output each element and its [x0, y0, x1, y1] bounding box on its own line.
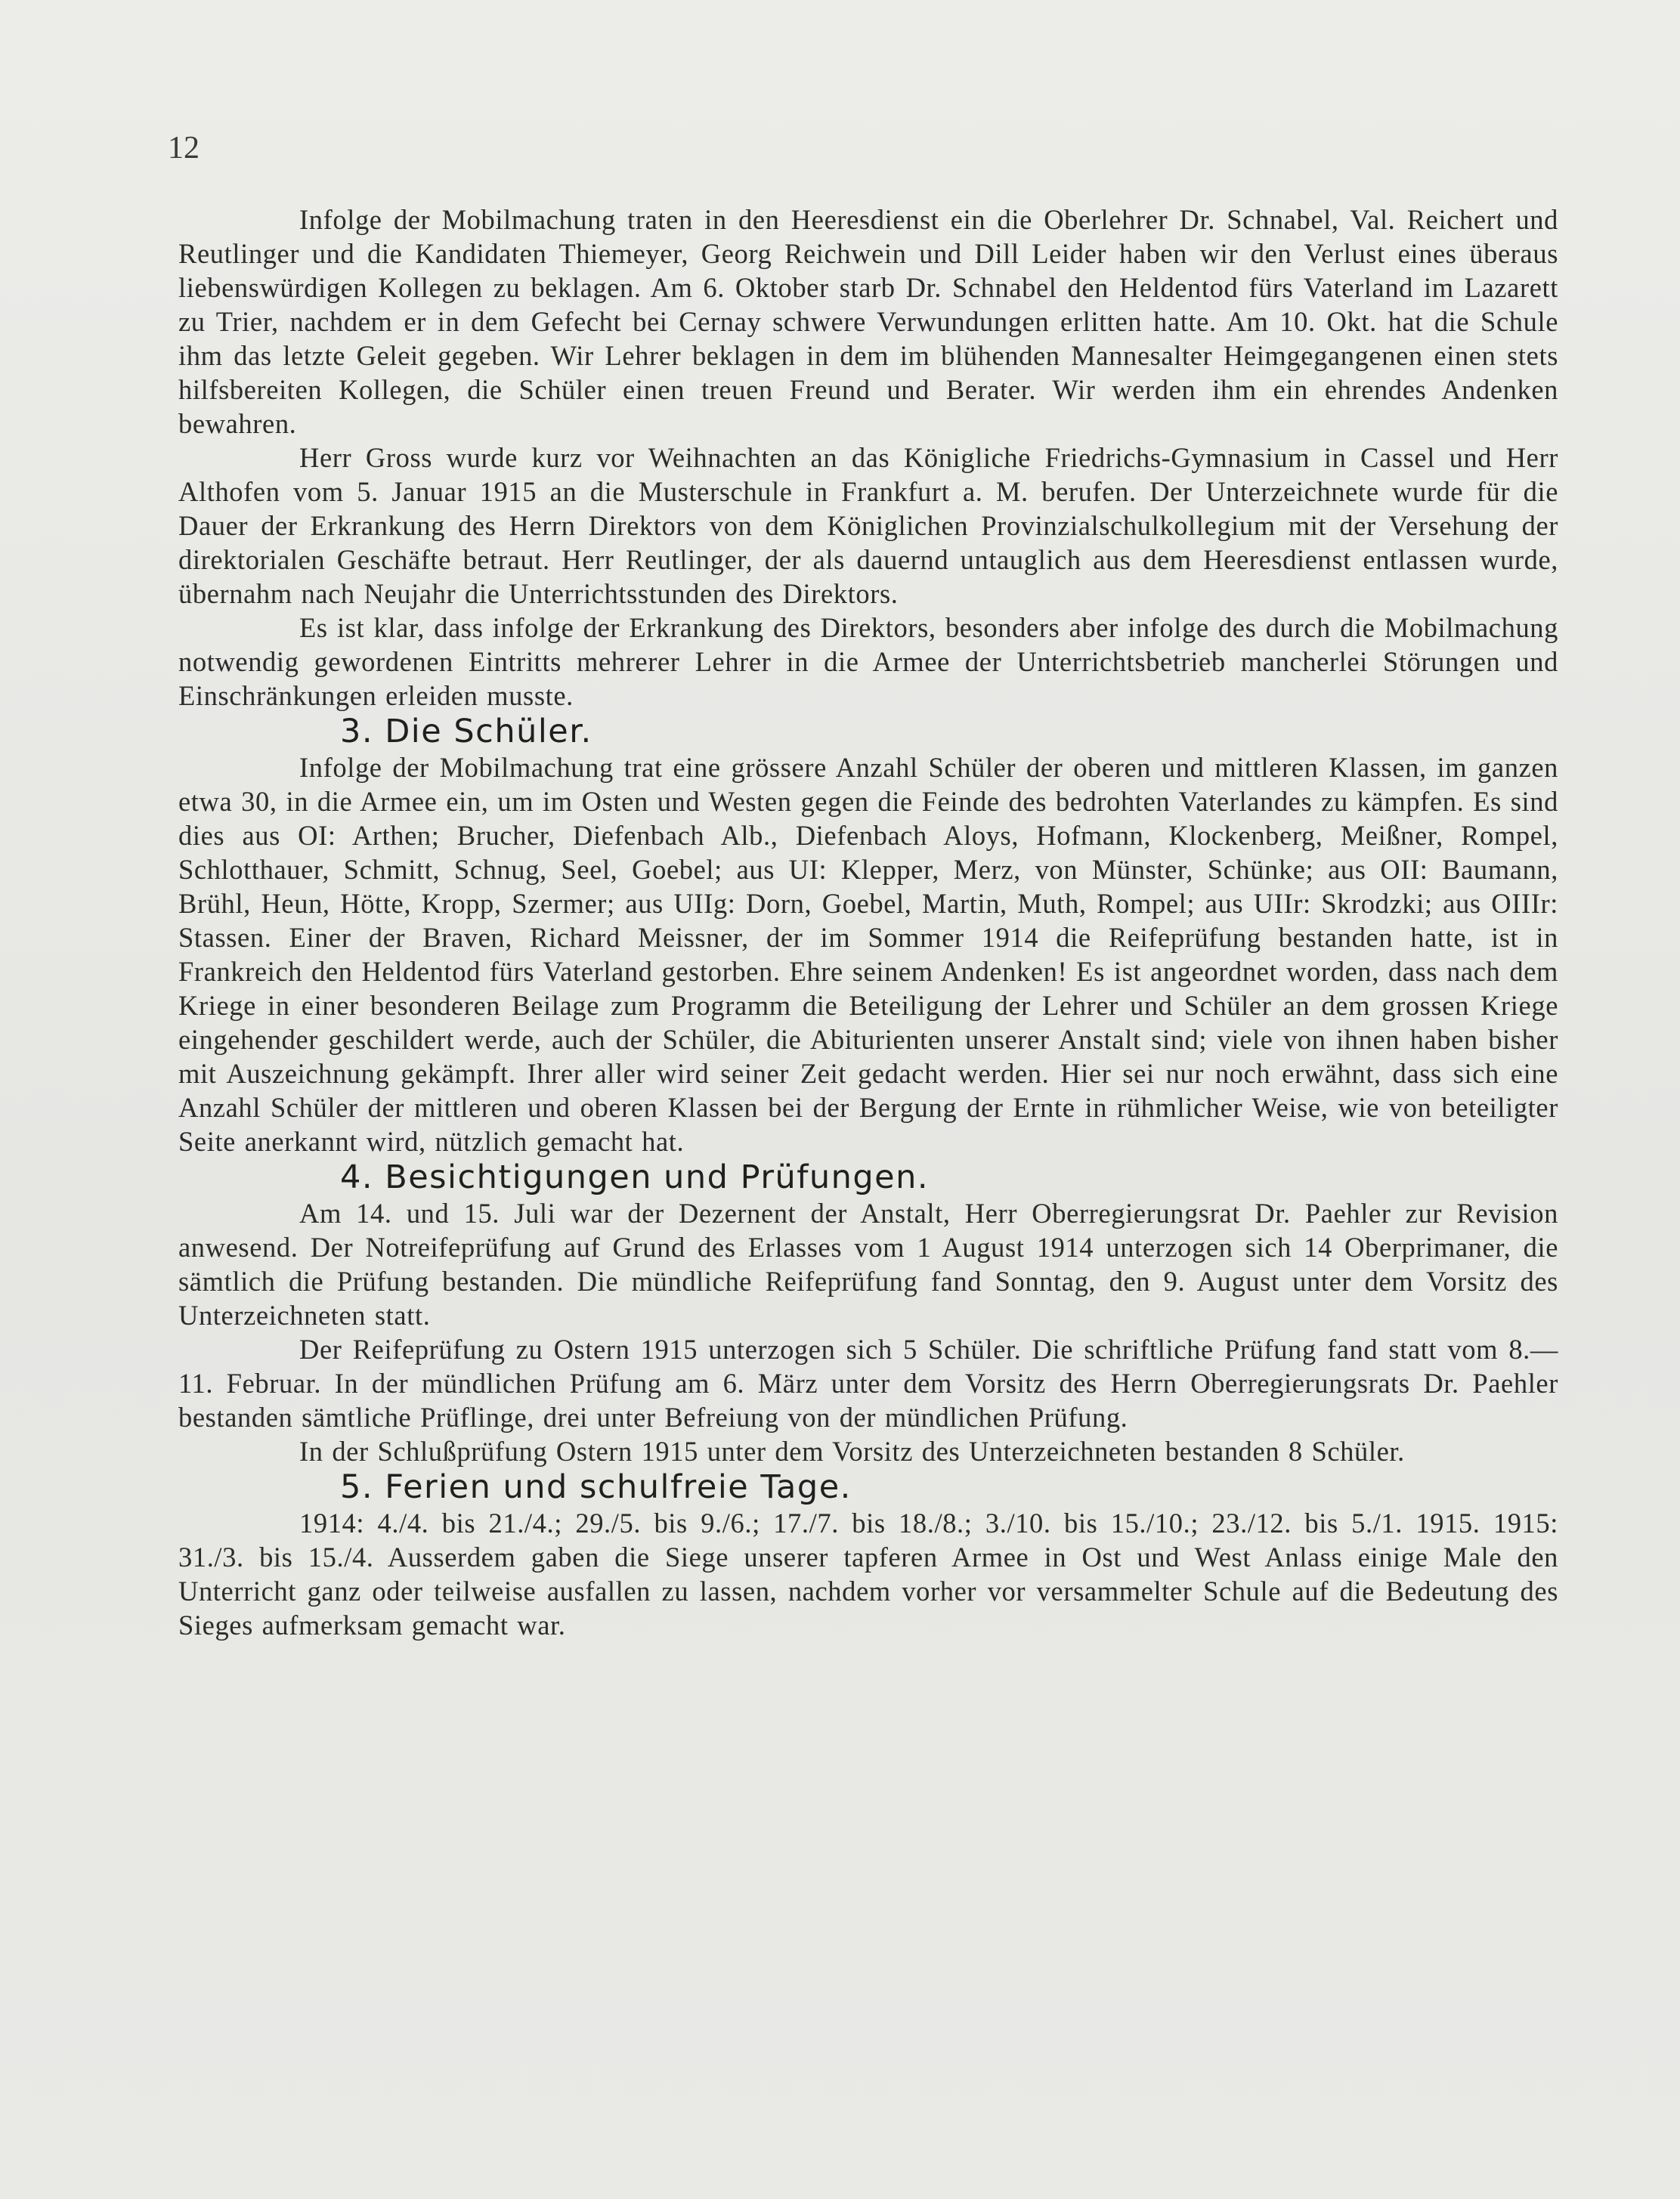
section-heading-holidays: 5. Ferien und schulfreie Tage.	[340, 1468, 852, 1506]
section-heading-inspections-exams: 4. Besichtigungen und Prüfungen.	[340, 1158, 930, 1196]
paragraph-reifepruefung-ostern: Der Reifeprüfung zu Ostern 1915 unterzogen sich 5 Schüler. Die schriftliche Prüfung fand statt vom 8.—11. Februar. In der mündlichen Prüfung am 6. März unter dem Vorsitz des Herrn Oberregierungsrats Dr. Paehler bestanden sämtliche Prüflinge, drei unter Befreiung von der mündlichen Prüfung.	[178, 1334, 1558, 1433]
page-body	[178, 203, 1558, 1642]
page-number: 12	[168, 131, 200, 165]
paragraph-mobilization-teachers: Infolge der Mobilmachung traten in den Heeresdienst ein die Oberlehrer Dr. Schnabel, Val. Reichert und Reutlinger und die Kandidaten Thiemeyer, Georg Reichwein und Dill Leider haben wir den Verlust eines überaus liebenswürdigen Kollegen zu beklagen. Am 6. Oktober starb Dr. Schnabel den Heldentod fürs Vaterland im Lazarett zu Trier, nachdem er in dem Gefecht bei Cernay schwere Verwundungen erlitten hatte. Am 10. Okt. hat die Schule ihm das letzte Geleit gegeben. Wir Lehrer beklagen in dem im blühenden Mannesalter Heimgegangenen einen stets hilfsbereiten Kollegen, die Schüler einen treuen Freund und Berater. Wir werden ihm ein ehrendes Andenken bewahren.	[178, 204, 1558, 439]
paragraph-revision-notreife: Am 14. und 15. Juli war der Dezernent der Anstalt, Herr Oberregierungsrat Dr. Paehler zur Revision anwesend. Der Notreifeprüfung auf Grund des Erlasses vom 1 August 1914 unterzogen sich 14 Oberprimaner, die sämtlich die Prüfung bestanden. Die mündliche Reifeprüfung fand Sonntag, den 9. August unter dem Vorsitz des Unterzeichneten statt.	[178, 1198, 1558, 1331]
paragraph-disruptions: Es ist klar, dass infolge der Erkrankung des Direktors, besonders aber infolge des durch die Mobilmachung notwendig gewordenen Eintritts mehrerer Lehrer in die Armee der Unterrichtsbetrieb mancherlei Störungen und Einschränkungen erleiden musste.	[178, 612, 1558, 711]
paragraph-staff-changes: Herr Gross wurde kurz vor Weihnachten an das Königliche Friedrichs-Gymnasium in Cassel und Herr Althofen vom 5. Januar 1915 an die Musterschule in Frankfurt a. M. berufen. Der Unterzeichnete wurde für die Dauer der Erkrankung des Herrn Direktors von dem Königlichen Provinzialschulkollegium mit der Versehung der direktorialen Geschäfte betraut. Herr Reutlinger, der als dauernd untauglich aus dem Heeresdienst entlassen wurde, übernahm nach Neujahr die Unterrichtsstunden des Direktors.	[178, 442, 1558, 609]
paragraph-schlusspruefung: In der Schlußprüfung Ostern 1915 unter dem Vorsitz des Unterzeichneten bestanden 8 Schüler.	[299, 1436, 1405, 1467]
paragraph-students-in-army: Infolge der Mobilmachung trat eine grössere Anzahl Schüler der oberen und mittleren Klassen, im ganzen etwa 30, in die Armee ein, um im Osten und Westen gegen die Feinde des bedrohten Vaterlandes zu kämpfen. Es sind dies aus OI: Arthen; Brucher, Diefenbach Alb., Diefenbach Aloys, Hofmann, Klockenberg, Meißner, Rompel, Schlotthauer, Schmitt, Schnug, Seel, Goebel; aus UI: Klepper, Merz, von Münster, Schünke; aus OII: Baumann, Brühl, Heun, Hötte, Kropp, Szermer; aus UIIg: Dorn, Goebel, Martin, Muth, Rompel; aus UIIr: Skrodzki; aus OIIIr: Stassen. Einer der Braven, Richard Meissner, der im Sommer 1914 die Reifeprüfung bestanden hatte, ist in Frankreich den Heldentod fürs Vaterland gestorben. Ehre seinem Andenken! Es ist angeordnet worden, dass nach dem Kriege in einer besonderen Beilage zum Programm die Beteiligung der Lehrer und Schüler an dem grossen Kriege eingehender geschildert werde, auch der Schüler, die Abiturienten unserer Anstalt sind; viele von ihnen haben bisher mit Auszeichnung gekämpft. Ihrer aller wird seiner Zeit gedacht werden. Hier sei nur noch erwähnt, dass sich eine Anzahl Schüler der mittleren und oberen Klassen bei der Bergung der Ernte in rühmlicher Weise, wie von beteiligter Seite anerkannt wird, nützlich gemacht hat.	[178, 752, 1558, 1157]
paragraph-holiday-dates: 1914: 4./4. bis 21./4.; 29./5. bis 9./6.; 17./7. bis 18./8.; 3./10. bis 15./10.; 23./12. bis 5./1. 1915. 1915: 31./3. bis 15./4. Ausserdem gaben die Siege unserer tapferen Armee in Ost und West Anlass einige Male den Unterricht ganz oder teilweise ausfallen zu lassen, nachdem vorher vor versammelter Schule auf die Bedeutung des Sieges aufmerksam gemacht war.	[178, 1508, 1558, 1641]
section-heading-students: 3. Die Schüler.	[340, 713, 592, 750]
